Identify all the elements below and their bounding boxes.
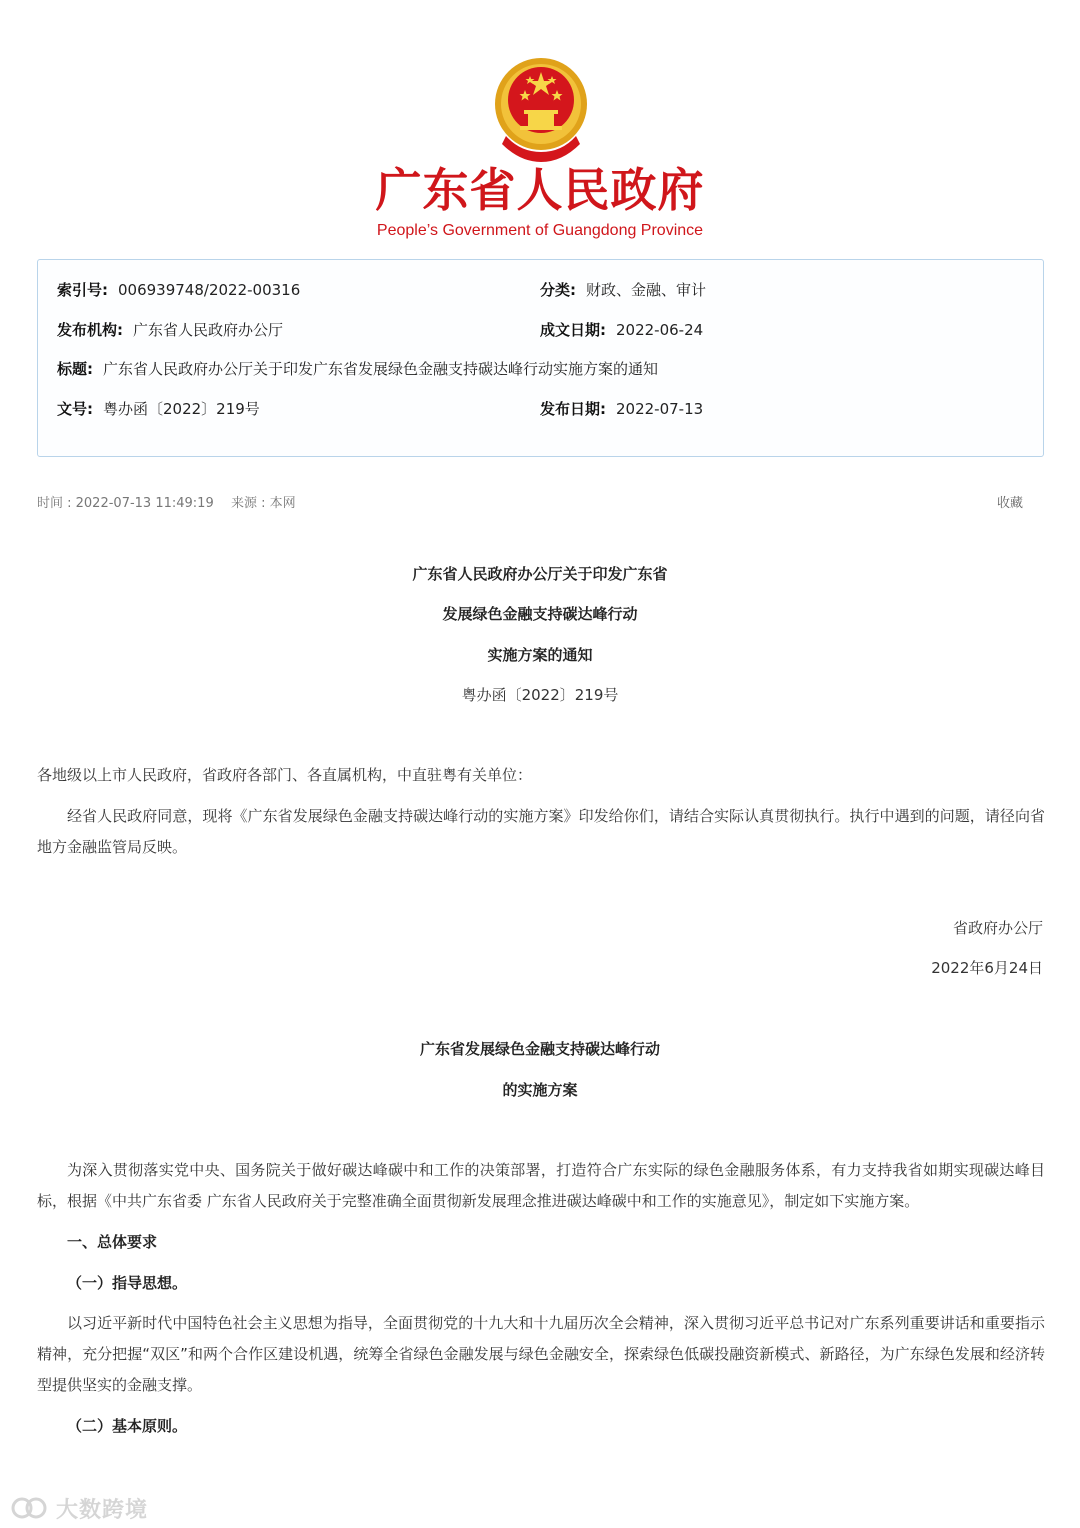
section-heading-1: 一、总体要求 [67, 1233, 158, 1251]
info-index-label: 索引号: [57, 281, 108, 299]
site-subtitle: People’s Government of Guangdong Province [376, 222, 704, 239]
info-index [57, 279, 300, 301]
info-publish-date [540, 398, 703, 420]
addressee: 各地级以上市人民政府，省政府各部门、各直属机构，中直驻粤有关单位： [37, 766, 533, 784]
subsection-heading-1: （一）指导思想。 [67, 1274, 188, 1292]
favorite-link[interactable]: 收藏 [997, 496, 1024, 511]
sign-date: 2022年6月24日 [931, 959, 1043, 977]
info-doc-no-label: 文号: [57, 400, 93, 418]
article-title-line-2: 发展绿色金融支持碳达峰行动 [442, 605, 638, 623]
document-info-box [37, 259, 1044, 457]
info-category-label: 分类: [540, 281, 576, 299]
signer: 省政府办公厅 [952, 919, 1043, 937]
national-emblem-icon [490, 56, 592, 164]
info-category [540, 279, 706, 301]
info-doc-no-value: 粤办函〔2022〕219号 [103, 400, 260, 418]
info-doc-no [57, 398, 260, 420]
info-index-value: 006939748/2022-00316 [118, 281, 301, 299]
notice-body: 经省人民政府同意，现将《广东省发展绿色金融支持碳达峰行动的实施方案》印发给你们，请结合实际认真贯彻执行。执行中遇到的问题，请径向省地方金融监管局反映。 [37, 807, 1045, 856]
subsection-heading-2: （二）基本原则。 [67, 1417, 188, 1435]
watermark-text: 大数跨境 [56, 1497, 149, 1523]
info-publisher-value: 广东省人民政府办公厅 [133, 321, 284, 339]
info-title-label: 标题: [57, 360, 93, 378]
watermark [10, 1492, 148, 1524]
info-category-value: 财政、金融、审计 [586, 281, 707, 299]
plan-intro: 为深入贯彻落实党中央、国务院关于做好碳达峰碳中和工作的决策部署，打造符合广东实际的绿色金融服务体系，有力支持我省如期实现碳达峰目标，根据《中共广东省委 广东省人民政府关于完整准确全面贯彻新发展理念推进碳达峰碳中和工作的实施意见》，制定如下实施方案。 [37, 1161, 1045, 1210]
info-title-value: 广东省人民政府办公厅关于印发广东省发展绿色金融支持碳达峰行动实施方案的通知 [103, 360, 659, 378]
info-publisher-label: 发布机构: [57, 321, 123, 339]
plan-title-line-1: 广东省发展绿色金融支持碳达峰行动 [419, 1040, 660, 1058]
info-publish-date-value: 2022-07-13 [616, 400, 704, 418]
plan-title-line-2: 的实施方案 [502, 1081, 578, 1099]
article-title-line-1: 广东省人民政府办公厅关于印发广东省 [412, 565, 668, 583]
info-title [57, 358, 658, 380]
watermark-logo-icon [10, 1494, 50, 1522]
info-written-date-label: 成文日期: [540, 321, 606, 339]
site-header [0, 0, 1080, 250]
article-source: 来源 : 本网 [231, 496, 296, 511]
article-doc-number: 粤办函〔2022〕219号 [461, 686, 619, 704]
info-publish-date-label: 发布日期: [540, 400, 606, 418]
publish-time: 时间 : 2022-07-13 11:49:19 [37, 496, 214, 511]
info-written-date-value: 2022-06-24 [616, 321, 704, 339]
site-title: 广东省人民政府 [375, 163, 705, 217]
info-written-date [540, 319, 703, 341]
subsection-1-body: 以习近平新时代中国特色社会主义思想为指导，全面贯彻党的十九大和十九届历次全会精神，深入贯彻习近平总书记对广东系列重要讲话和重要指示精神，充分把握“双区”和两个合作区建设机遇，统筹全省绿色金融发展与绿色金融安全，探索绿色低碳投融资新模式、新路径，为广东绿色发展和经济转型提供坚实的金融支撑。 [37, 1314, 1045, 1394]
info-publisher [57, 319, 283, 341]
article-title-line-3: 实施方案的通知 [487, 646, 593, 664]
